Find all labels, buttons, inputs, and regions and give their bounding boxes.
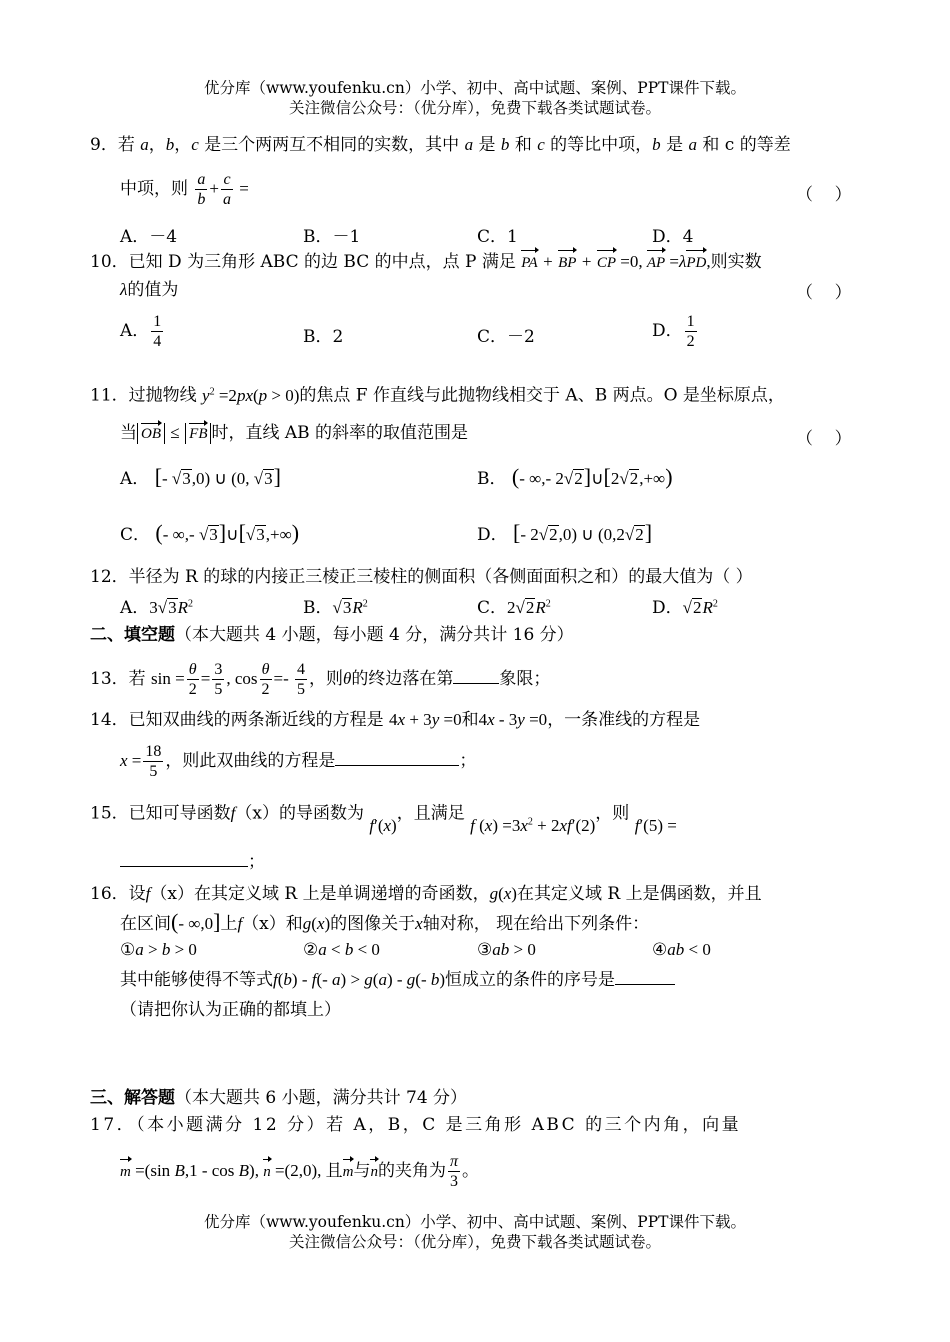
- section-2-heading: 二、填空题（本大题共 4 小题，每小题 4 分，满分共计 16 分）: [90, 625, 574, 645]
- answer-bracket-9: （ ）: [796, 185, 852, 205]
- q10-option-a: A． $\frac{1}{4}$: [120, 313, 162, 350]
- question-16-line-1: 16．设f（x）在其定义域 R 上是单调递增的奇函数，g(x)在其定义域 R 上是偶函数，并且: [90, 884, 762, 904]
- q11-option-c: C． (- ∞,- √3]∪[√3,+∞): [120, 520, 300, 545]
- footer-line-2: 关注微信公众号：（优分库），免费下载各类试题试卷。: [288, 1233, 661, 1251]
- question-15-line-1: 15．已知可导函数f（x）的导函数为 f′(x)，且满足 f $(x) =3x^2 + 2xf'(2)$，则 f′(5) =: [90, 803, 677, 835]
- answer-bracket-11: （ ）: [796, 429, 852, 449]
- question-16-line-5: （请把你认为正确的都填上）: [120, 1000, 341, 1020]
- q12-option-b: B．$√3R^2$: [303, 598, 368, 618]
- q16-condition-2: ②a < b < 0: [303, 940, 380, 960]
- question-11-line-2: 当 OB ≤ FB 时，直线 AB 的斜率的取值范围是: [120, 423, 469, 443]
- question-17-line-1: 17．（本小题满分 12 分）若 A，B，C 是三角形 ABC 的三个内角，向量: [90, 1115, 742, 1135]
- footer-line-1: 优分库（www.youfenku.cn）小学、初中、高中试题、案例、PPT课件下载。: [203, 1213, 747, 1231]
- question-15-line-2: ；: [120, 850, 862, 874]
- question-10-line-1: 10．已知 D 为三角形 ABC 的边 BC 的中点，点 P 满足 PA + BP + CP =0, AP =λPD,则实数: [90, 250, 862, 275]
- q16-condition-1: ①a > b > 0: [120, 940, 197, 960]
- question-9-line-2: 中项，则 $\frac{a}{b}$ + $\frac{c}{a}$ =: [120, 171, 249, 208]
- q9-option-b: B．－1: [303, 227, 361, 247]
- header-line-1: 优分库（www.youfenku.cn）小学、初中、高中试题、案例、PPT课件下载。: [203, 79, 747, 97]
- question-12-line-1: 12．半径为 R 的球的内接正三棱正三棱柱的侧面积（各侧面面积之和）的最大值为（ ）: [90, 567, 753, 587]
- question-11-line-1: 11．过抛物线 $y^2 =2px(p > 0)$的焦点 F 作直线与此抛物线相交于 A、B 两点。O 是坐标原点，: [90, 385, 785, 406]
- q12-option-d: D．$√2R^2$: [652, 598, 718, 618]
- q9-option-a: A．－4: [120, 227, 178, 247]
- answer-bracket-10: （ ）: [796, 283, 852, 303]
- question-13: 13．若 sin = $\frac{\theta}{2}$ = $\frac{3}{5}$ , cos $\frac{\theta}{2}$ =- $\frac{4}{5}$ ，则θ的终边落在第 象限；: [90, 661, 551, 698]
- question-16-line-4: 其中能够使得不等式f(b) - f(- a) > g(a) - g(- b)恒成立的条件的序号是: [120, 968, 862, 992]
- q10-option-c: C．－2: [477, 327, 535, 347]
- q10-option-b: B．2: [303, 327, 344, 347]
- header-line-2: 关注微信公众号：（优分库），免费下载各类试题试卷。: [288, 99, 661, 117]
- q11-option-a: A． [- √3,0) ∪ (0, √3]: [120, 464, 281, 489]
- question-17-line-2: m =(sin B,1 - cos B), n =(2,0), 且m与n的夹角为 $\frac{\pi}{3}$ 。: [120, 1153, 479, 1190]
- q16-condition-4: ④ab < 0: [652, 940, 711, 960]
- blank-15[interactable]: [120, 866, 248, 867]
- blank-14[interactable]: [335, 765, 459, 766]
- q9-option-d: D．4: [652, 227, 694, 247]
- question-14-line-2: x = $\frac{18}{5}$ ，则此双曲线的方程是 ；: [120, 743, 477, 780]
- q11-option-b: B． (- ∞,- 2√2]∪[2√2,+∞): [477, 464, 673, 489]
- question-10-line-2: λ的值为: [120, 280, 179, 300]
- q9-option-c: C．1: [477, 227, 518, 247]
- question-14-line-1: 14．已知双曲线的两条渐近线的方程是 4x + 3y =0和4x - 3y =0，一条准线的方程是: [90, 710, 701, 730]
- question-16-line-2: 在区间(- ∞,0]上f（x）和g(x)的图像关于x轴对称， 现在给出下列条件：: [120, 909, 650, 934]
- q11-option-d: D． [- 2√2,0) ∪ (0,2√2]: [477, 520, 653, 545]
- blank-13[interactable]: [453, 683, 499, 684]
- question-9-line-1: 9．若 a，b，c 是三个两两互不相同的实数，其中 a 是 b 和 c 的等比中项，b 是 a 和 c 的等差: [90, 135, 791, 155]
- blank-16[interactable]: [615, 984, 675, 985]
- q12-option-a: A．$3√3R^2$: [120, 598, 194, 618]
- q10-option-d: D． $\frac{1}{2}$: [652, 313, 695, 350]
- q12-option-c: C．$2√2R^2$: [477, 598, 551, 618]
- section-3-heading: 三、解答题（本大题共 6 小题，满分共计 74 分）: [90, 1088, 468, 1108]
- q16-condition-3: ③ab > 0: [477, 940, 536, 960]
